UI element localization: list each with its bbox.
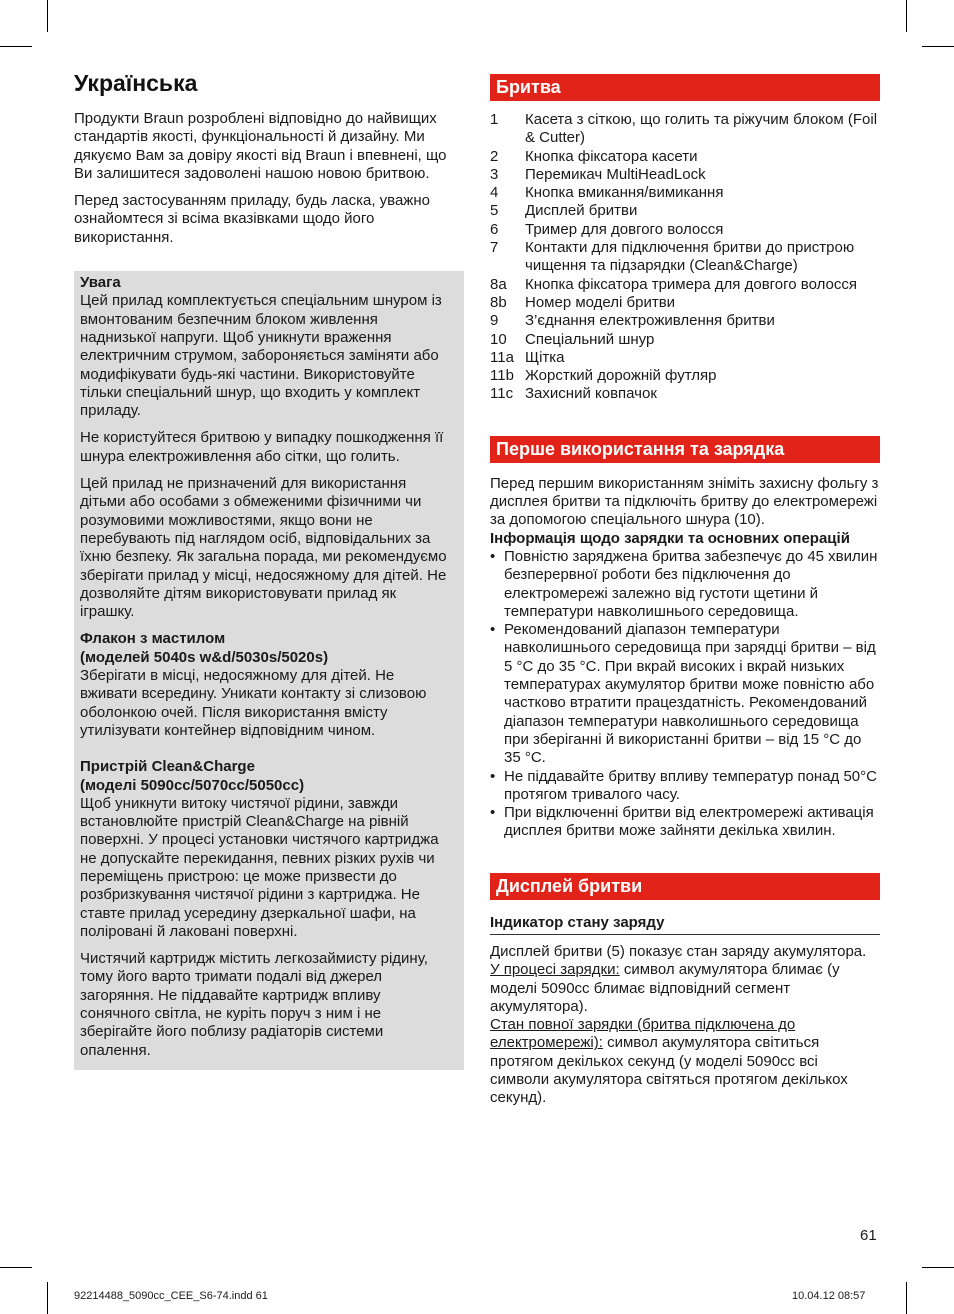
charging-state-label: У процесі зарядки: [490,961,620,979]
parts-list-item: 2 Кнопка фіксатора касети [490,147,698,165]
clean-charge-text: Щоб уникнути витоку чистячої рідини, завжди встановлюйте пристрій Clean&Charge на рівній поверхні. У процесі установки чистячого картриджа не допускайте перекидання, певних різких рухів чи переміщень пристрою: це може призвести до розбризкування чистячої рідини з картриджа. Не ставте прилад усередину дзеркальної шафи, на поліровані й лаковані поверхні. [80,794,439,940]
oil-title: Флакон з мастилом [80,630,226,648]
parts-list-item: 8b Номер моделі бритви [490,293,676,311]
crop-mark [0,1267,32,1268]
parts-list-item: 10 Спеціальний шнур [490,330,655,348]
crop-mark [922,1267,954,1268]
charging-state-text: У процесі зарядки: символ акумулятора блимає (у моделі 5090cc блимає відповідний сегмент акумулятора). [490,961,840,1015]
intro-paragraph: Перед застосуванням приладу, будь ласка, уважно ознайомтеся зі всіма вказівками щодо його використання. [74,192,430,246]
language-heading: Українська [74,70,198,96]
charge-indicator-subheading: Індикатор стану заряду [490,914,880,935]
section-header-display: Дисплей бритви [490,873,880,900]
warning-paragraph: Цей прилад не призначений для використання дітьми або особами з обмеженими фізичними чи розумовими можливостями, якщо вони не перебувають під наглядом осіб, відповідальних за їхню безпеку. Як загальна порада, ми рекомендуємо зберігати прилад у місці, недосяжному для дітей. Не дозволяйте дітям використовувати прилад як іграшку. [80,475,447,621]
parts-list-item: 1 Касета з сіткою, що голить та ріжучим блоком (Foil & Cutter) [490,111,878,147]
parts-list-item: 11c Захисний ковпачок [490,385,657,403]
warning-title: Увага [80,274,121,292]
charging-info-list [490,548,880,841]
first-use-text: Перед першим використанням зніміть захисну фольгу з дисплея бритви та підключіть бритву до електромережі за допомогою спеціального шнура (10). [490,474,879,529]
crop-mark [922,46,954,47]
charging-info-item: • При відключенні бритви від електромережі активація дисплея бритви може зайняти декілька хвилин. [490,804,880,841]
clean-charge-title: Пристрій Clean&Charge [80,758,255,776]
warning-paragraph: Цей прилад комплектується спеціальним шнуром із вмонтованим безпечним блоком живлення наднизької напруги. Щоб уникнути враження електричним струмом, забороняється заміняти або модифікувати будь-які частини. Використовуйте тільки спеціальний шнур, що входить у комплект приладу. [80,292,442,420]
parts-list-item: 3 Перемикач MultiHeadLock [490,165,706,183]
parts-list-item: 5 Дисплей бритви [490,202,638,220]
oil-models: (моделей 5040s w&d/5030s/5020s) [80,648,329,666]
crop-mark [47,1282,48,1314]
parts-list-item: 7 Контакти для підключення бритви до пристрою чищення та підзарядки (Clean&Charge) [490,239,855,275]
parts-list [490,111,880,404]
crop-mark [906,0,907,32]
parts-list-item: 11b Жорсткий дорожній футляр [490,367,717,385]
charging-info-item: • Не піддавайте бритву впливу температур понад 50°C протягом тривалого часу. [490,768,880,805]
crop-mark [47,0,48,32]
parts-list-item: 11a Щітка [490,348,565,366]
parts-list-item: 9 З’єднання електроживлення бритви [490,312,775,330]
charging-info-item: • Повністю заряджена бритва забезпечує до 45 хвилин безперервної роботи без підключення до електромережі залежно від густоти щетини й температури навколишнього середовища. [490,548,880,621]
full-charge-text: Стан повної зарядки (бритва підключена до електромережі): символ акумулятора світиться протягом декількох секунд (у моделі 5090cc всі символи акумулятора світяться протягом декількох секунд). [490,1016,848,1107]
parts-list-item: 4 Кнопка вмикання/вимикання [490,184,724,202]
section-header-first-use: Перше використання та зарядка [490,436,880,463]
full-charge-label: Стан повної зарядки (бритва підключена до електромережі): [490,1016,796,1052]
display-text: Дисплей бритви (5) показує стан заряду акумулятора. [490,942,867,960]
left-column [74,70,464,1070]
charging-info-title: Інформація щодо зарядки та основних операцій [490,529,850,547]
intro-paragraph: Продукти Braun розроблені відповідно до найвищих стандартів якості, функціональності й дизайну. Ми дякуємо Вам за довіру якості від Braun і впевнені, що Ви залишитеся задоволені нашою новою бритвою. [74,110,447,182]
footer-date: 10.04.12 08:57 [792,1290,866,1302]
footer-file-info: 92214488_5090cc_CEE_S6-74.indd 61 [74,1290,268,1302]
oil-text: Зберігати в місці, недосяжному для дітей. Не вживати всередину. Уникати контакту зі слизовою оболонкою очей. Після використання вмісту утилізувати контейнер відповідним чином. [80,667,427,739]
crop-mark [0,46,32,47]
cartridge-text: Чистячий картридж містить легкозаймисту рідину, тому його варто тримати подалі від джерел загоряння. Не піддавайте картридж впливу сонячного світла, не куріть поруч з ним і не зберігайте його поблизу радіаторів системи опалення. [80,950,428,1059]
right-column [490,74,880,1108]
clean-charge-models: (моделі 5090cc/5070cc/5050cc) [80,776,305,794]
crop-mark [906,1282,907,1314]
section-header-shaver: Бритва [490,74,880,101]
warning-box [74,271,464,1070]
warning-paragraph: Не користуйтеся бритвою у випадку пошкодження її шнура електроживлення або сітки, що голить. [80,429,444,465]
parts-list-item: 6 Тример для довгого волосся [490,220,724,238]
charging-info-item: • Рекомендований діапазон температури навколишнього середовища при зарядці бритви – від 5 °C до 35 °C. При вкрай високих і вкрай низьких температурах акумулятор бритви може повністю або частково втратити працездатність. Рекомендований діапазон температури навколишнього середовища при зберіганні й використанні бритви – від 15 °C до 35 °C. [490,621,880,767]
parts-list-item: 8a Кнопка фіксатора тримера для довгого волосся [490,275,857,293]
page-number: 61 [860,1227,877,1244]
